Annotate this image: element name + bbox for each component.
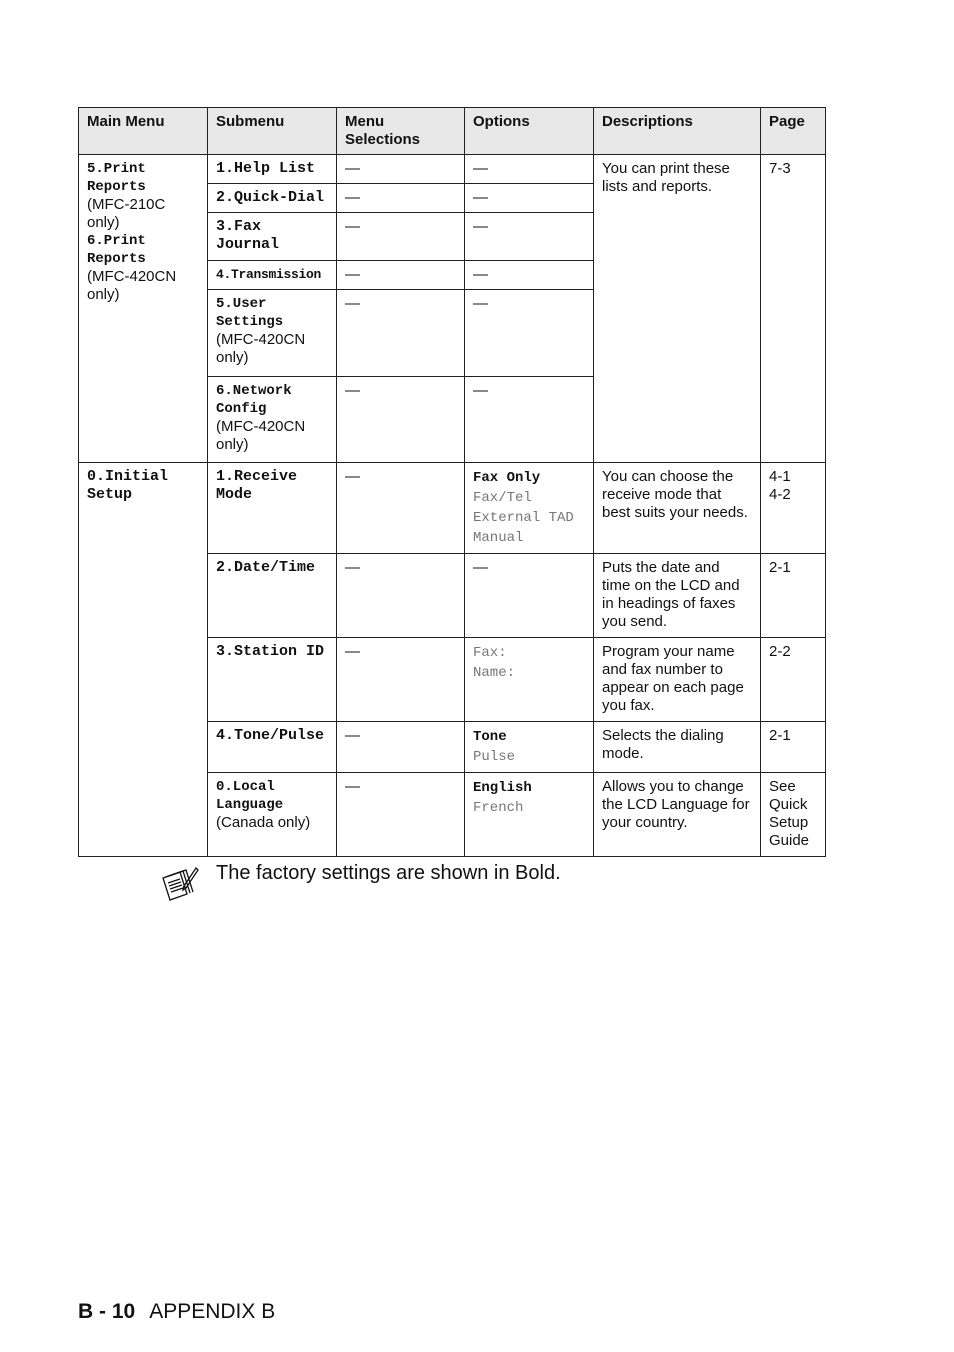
header-descriptions: Descriptions bbox=[594, 108, 761, 155]
submenu-cell bbox=[208, 773, 337, 857]
selection-cell: — bbox=[337, 638, 465, 722]
option-default: Tone bbox=[473, 729, 507, 745]
option-value: Fax: bbox=[473, 645, 507, 661]
submenu-cell: 3.Station ID bbox=[208, 638, 337, 722]
menu-table bbox=[78, 107, 826, 857]
option-cell: — bbox=[465, 213, 594, 261]
option-value: Pulse bbox=[473, 749, 516, 765]
description-cell: Selects the dialing mode. bbox=[594, 722, 761, 773]
main-menu-label: 6.Print Reports bbox=[87, 233, 146, 267]
submenu-cell: 1.Receive Mode bbox=[208, 463, 337, 554]
option-cell: — bbox=[465, 155, 594, 184]
submenu-note: (MFC-420CN only) bbox=[216, 331, 306, 366]
header-menu-selections: Menu Selections bbox=[337, 108, 465, 155]
selection-cell: — bbox=[337, 155, 465, 184]
header-options: Options bbox=[465, 108, 594, 155]
main-menu-label: 5.Print Reports bbox=[87, 161, 146, 195]
header-row bbox=[79, 108, 826, 155]
selection-cell: — bbox=[337, 261, 465, 290]
option-value: External TAD bbox=[473, 510, 574, 526]
selection-cell: — bbox=[337, 290, 465, 377]
page-cell: 2-2 bbox=[761, 638, 826, 722]
submenu-label: 6.Network Config bbox=[216, 383, 292, 417]
option-cell: — bbox=[465, 377, 594, 463]
option-default: Fax Only bbox=[473, 470, 541, 486]
header-page: Page bbox=[761, 108, 826, 155]
page-cell bbox=[761, 463, 826, 554]
selection-cell: — bbox=[337, 213, 465, 261]
submenu-cell: 1.Help List bbox=[208, 155, 337, 184]
section-title: APPENDIX B bbox=[149, 1300, 276, 1323]
submenu-cell bbox=[208, 377, 337, 463]
option-cell bbox=[465, 773, 594, 857]
submenu-note: (Canada only) bbox=[216, 814, 311, 831]
memo-pencil-icon bbox=[160, 864, 200, 904]
description-cell: You can print these lists and reports. bbox=[594, 155, 761, 463]
submenu-cell: 3.Fax Journal bbox=[208, 213, 337, 261]
selection-cell: — bbox=[337, 554, 465, 638]
submenu-note: (MFC-420CN only) bbox=[216, 418, 306, 453]
option-default: English bbox=[473, 780, 532, 796]
submenu-cell bbox=[208, 290, 337, 377]
option-cell: — bbox=[465, 261, 594, 290]
option-value: Name: bbox=[473, 665, 516, 681]
submenu-label: 0.Local Language bbox=[216, 779, 284, 813]
selection-cell: — bbox=[337, 377, 465, 463]
description-cell: Allows you to change the LCD Language for your country. bbox=[594, 773, 761, 857]
option-cell bbox=[465, 463, 594, 554]
header-submenu: Submenu bbox=[208, 108, 337, 155]
page-cell: 7-3 bbox=[761, 155, 826, 463]
table-row bbox=[79, 155, 826, 184]
main-menu-cell: 0.Initial Setup bbox=[79, 463, 208, 857]
description-cell: Puts the date and time on the LCD and in headings of faxes you send. bbox=[594, 554, 761, 638]
description-cell: You can choose the receive mode that best suits your needs. bbox=[594, 463, 761, 554]
main-menu-note: (MFC-420CN only) bbox=[87, 268, 177, 303]
page-ref: 4-2 bbox=[769, 486, 791, 503]
option-value: French bbox=[473, 800, 524, 816]
submenu-cell: 4.Tone/Pulse bbox=[208, 722, 337, 773]
main-menu-cell bbox=[79, 155, 208, 463]
selection-cell: — bbox=[337, 773, 465, 857]
option-cell: — bbox=[465, 554, 594, 638]
option-cell bbox=[465, 638, 594, 722]
option-cell bbox=[465, 722, 594, 773]
option-value: Fax/Tel bbox=[473, 490, 532, 506]
page-ref: 4-1 bbox=[769, 468, 791, 485]
selection-cell: — bbox=[337, 463, 465, 554]
submenu-cell: 2.Date/Time bbox=[208, 554, 337, 638]
page-number: B - 10 bbox=[78, 1300, 136, 1323]
page-cell: 2-1 bbox=[761, 554, 826, 638]
submenu-cell: 4.Transmission bbox=[208, 261, 337, 290]
note-text: The factory settings are shown in Bold. bbox=[216, 862, 561, 884]
table-row bbox=[79, 463, 826, 554]
header-main-menu: Main Menu bbox=[79, 108, 208, 155]
main-menu-note: (MFC-210C only) bbox=[87, 196, 166, 231]
description-cell: Program your name and fax number to appear on each page you fax. bbox=[594, 638, 761, 722]
selection-cell: — bbox=[337, 184, 465, 213]
page-cell: 2-1 bbox=[761, 722, 826, 773]
submenu-label: 5.User Settings bbox=[216, 296, 284, 330]
selection-cell: — bbox=[337, 722, 465, 773]
submenu-cell: 2.Quick-Dial bbox=[208, 184, 337, 213]
option-cell: — bbox=[465, 184, 594, 213]
option-value: Manual bbox=[473, 530, 524, 546]
option-cell: — bbox=[465, 290, 594, 377]
page-cell: See Quick Setup Guide bbox=[761, 773, 826, 857]
page-footer bbox=[78, 1300, 275, 1324]
